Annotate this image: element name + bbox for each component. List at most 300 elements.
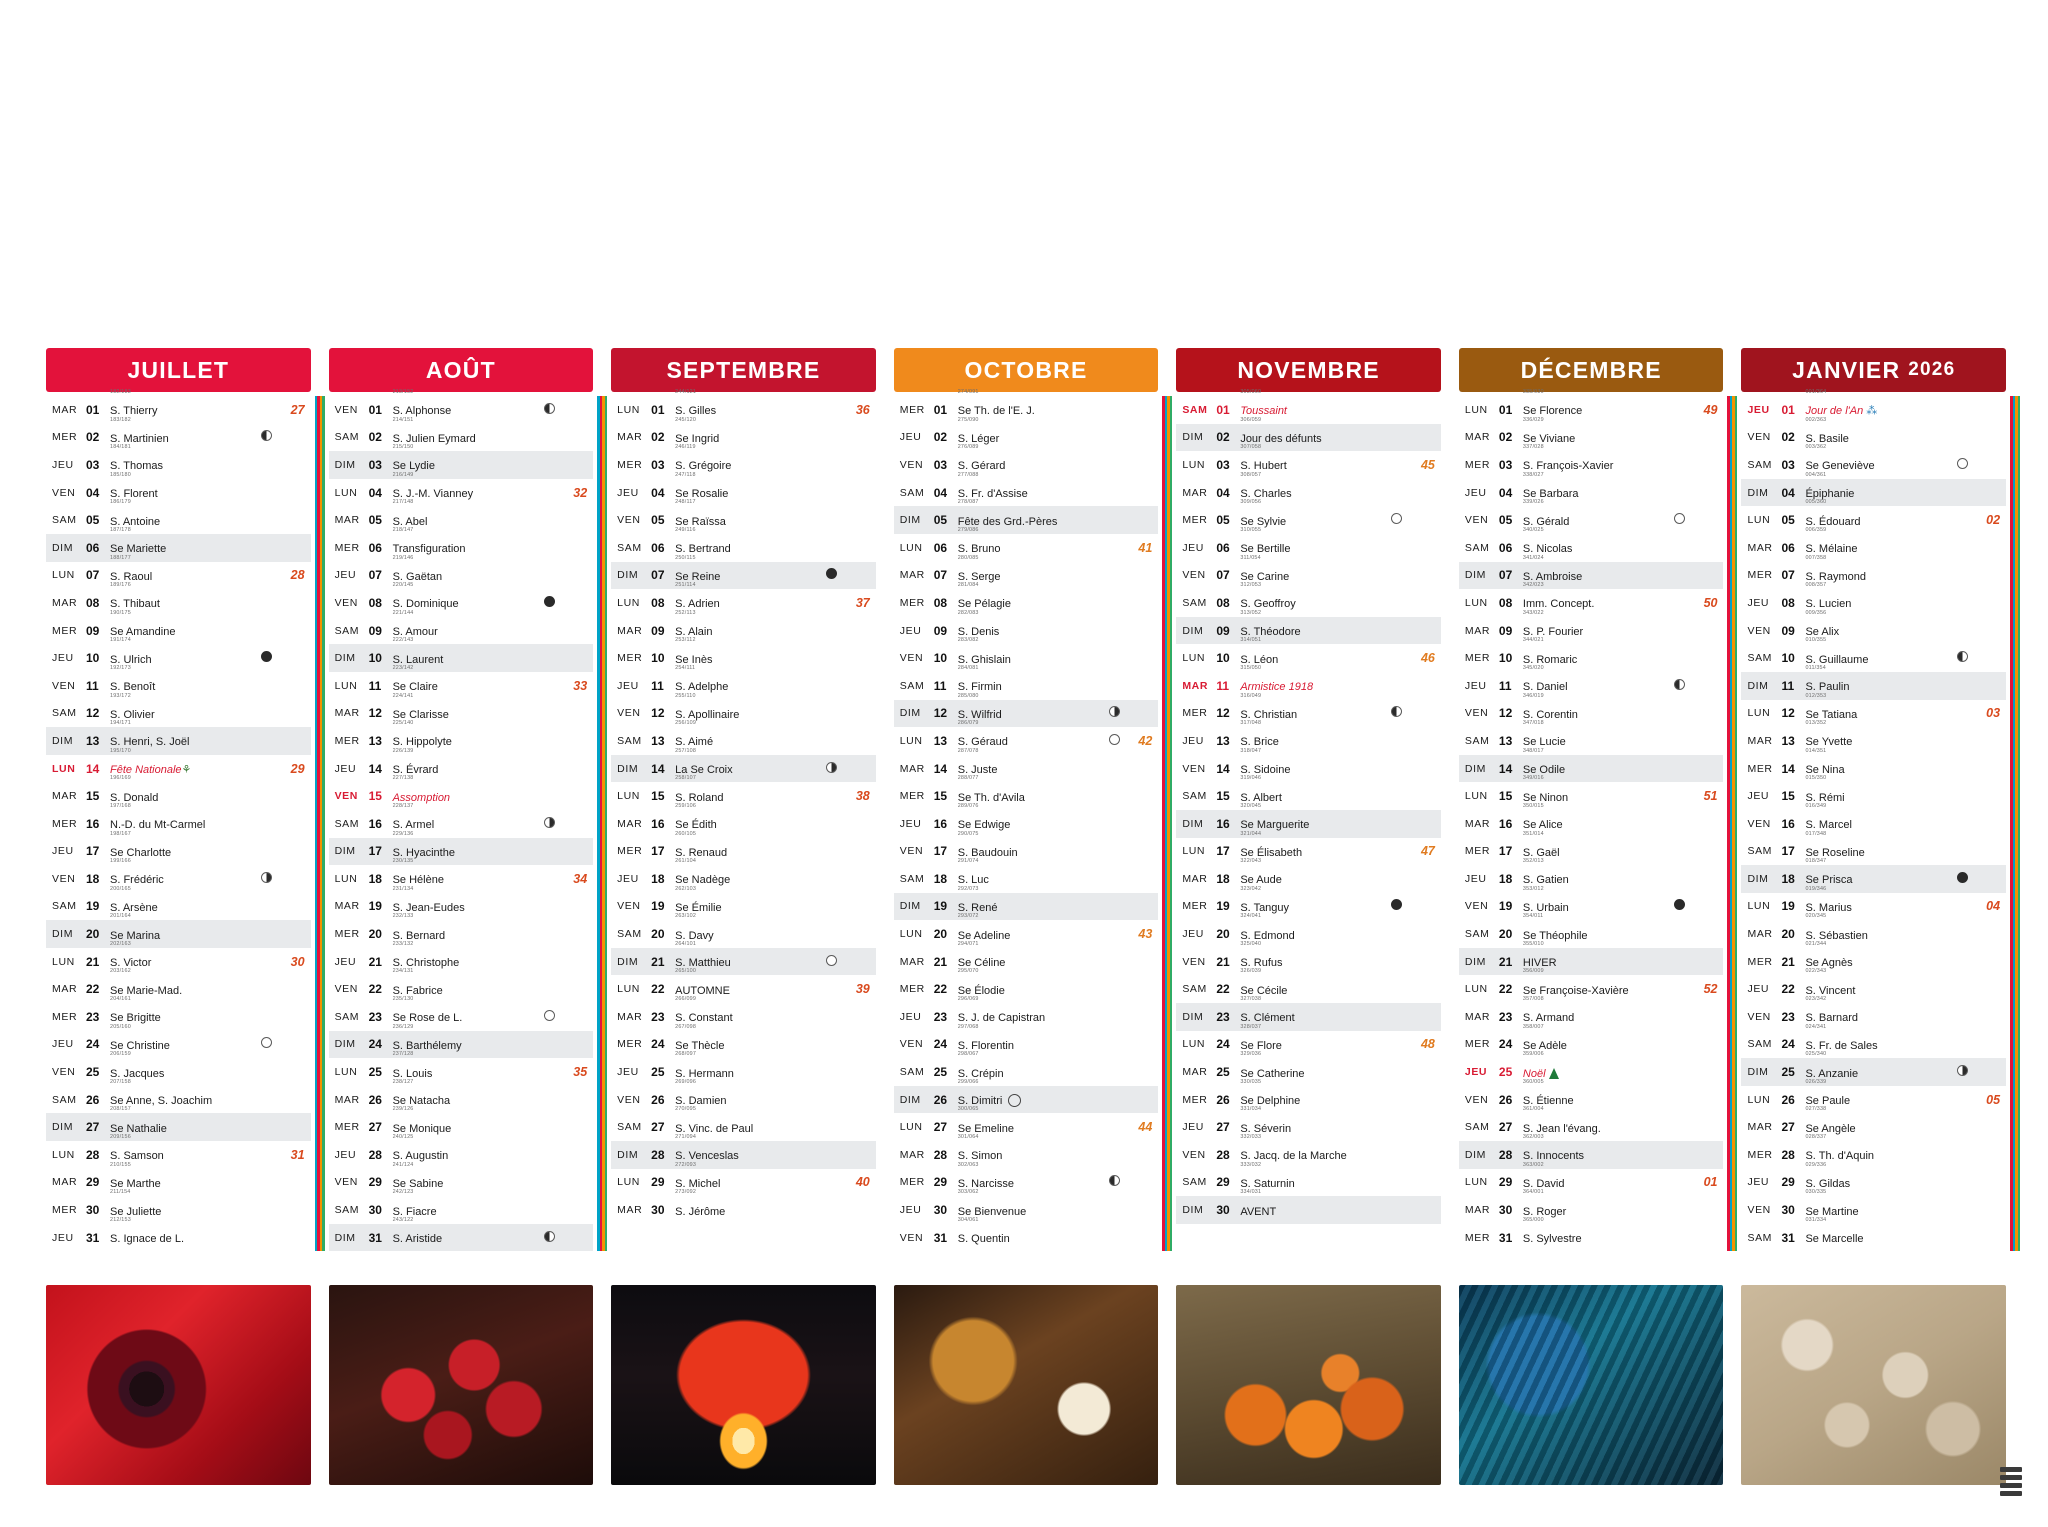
day-row[interactable] [1459, 1141, 1724, 1169]
day-row[interactable] [329, 644, 594, 672]
day-row[interactable] [894, 727, 1159, 755]
day-row[interactable] [329, 782, 594, 810]
day-of-week: JEU [617, 1066, 639, 1079]
day-number: 05 [86, 513, 100, 528]
week-number [1687, 810, 1723, 838]
day-row[interactable] [1741, 479, 2006, 507]
saint-name: Se Alice [1522, 819, 1563, 832]
week-number: 48 [1420, 1037, 1435, 1052]
day-row[interactable] [611, 782, 876, 810]
day-row[interactable] [46, 810, 311, 838]
day-row[interactable] [894, 1031, 1159, 1059]
day-of-week: LUN [1747, 900, 1771, 913]
day-row[interactable] [1741, 1169, 2006, 1197]
day-row[interactable] [46, 672, 311, 700]
week-number [557, 451, 593, 479]
day-row[interactable] [611, 1086, 876, 1114]
day-of-week: VEN [334, 1176, 358, 1189]
moon-phase-cell [1671, 1113, 1687, 1141]
saint-name: S. Léon [1240, 653, 1279, 666]
day-row[interactable] [894, 1113, 1159, 1141]
day-number: 22 [933, 982, 948, 997]
day-row[interactable] [46, 1086, 311, 1114]
moon-phase-cell [259, 727, 275, 755]
day-row[interactable] [1459, 562, 1724, 590]
day-row[interactable] [1176, 1169, 1441, 1197]
day-row[interactable] [1459, 644, 1724, 672]
day-row[interactable] [1459, 865, 1724, 893]
day-row[interactable] [46, 865, 311, 893]
day-row[interactable] [1459, 479, 1724, 507]
moon-phase-cell [1106, 1224, 1122, 1252]
day-row[interactable] [1741, 1031, 2006, 1059]
day-row[interactable] [1741, 838, 2006, 866]
moon-phase-cell [1954, 838, 1970, 866]
day-row[interactable] [329, 865, 594, 893]
day-row[interactable] [46, 838, 311, 866]
day-row[interactable] [1459, 617, 1724, 645]
day-row[interactable] [1459, 1196, 1724, 1224]
moon-phase-cell [1671, 506, 1687, 534]
saint-name: S. Fr. de Sales [1805, 1039, 1878, 1052]
day-row[interactable] [894, 920, 1159, 948]
day-row[interactable] [1741, 727, 2006, 755]
day-row[interactable] [894, 755, 1159, 783]
day-row[interactable] [1176, 562, 1441, 590]
day-row[interactable] [1459, 755, 1724, 783]
day-ordinal-ref: 007/358 [1805, 554, 1827, 561]
day-row[interactable] [1459, 727, 1724, 755]
day-row[interactable] [1741, 589, 2006, 617]
day-row[interactable] [46, 589, 311, 617]
day-row[interactable] [611, 865, 876, 893]
day-row[interactable] [894, 1141, 1159, 1169]
day-of-week: JEU [1182, 734, 1204, 747]
day-row[interactable] [46, 948, 311, 976]
day-row[interactable] [894, 396, 1159, 424]
day-row[interactable] [611, 975, 876, 1003]
day-row[interactable] [611, 1003, 876, 1031]
month-header [1176, 348, 1441, 392]
day-row[interactable] [894, 1169, 1159, 1197]
day-row[interactable] [1176, 975, 1441, 1003]
day-row[interactable] [894, 672, 1159, 700]
day-row[interactable] [46, 506, 311, 534]
day-row[interactable] [1176, 1031, 1441, 1059]
day-row[interactable] [46, 479, 311, 507]
day-row[interactable] [46, 396, 311, 424]
day-row[interactable] [1459, 396, 1724, 424]
day-row[interactable] [894, 1058, 1159, 1086]
day-ordinal-ref: 182/183 [110, 389, 131, 395]
day-row[interactable] [1459, 838, 1724, 866]
day-row[interactable] [46, 644, 311, 672]
day-row[interactable] [894, 506, 1159, 534]
day-row[interactable] [1741, 506, 2006, 534]
day-row[interactable] [1459, 1086, 1724, 1114]
moon-phase-cell [541, 1141, 557, 1169]
day-row[interactable] [46, 1169, 311, 1197]
day-row[interactable] [329, 975, 594, 1003]
day-row[interactable] [329, 1113, 594, 1141]
day-row[interactable] [611, 1113, 876, 1141]
day-row[interactable] [611, 1169, 876, 1197]
day-row[interactable] [46, 1113, 311, 1141]
day-row[interactable] [329, 479, 594, 507]
day-row[interactable] [46, 1196, 311, 1224]
day-row[interactable] [1176, 920, 1441, 948]
day-of-week: SAM [334, 624, 360, 637]
day-row[interactable] [329, 1058, 594, 1086]
day-row[interactable] [1176, 1141, 1441, 1169]
week-number [557, 1113, 593, 1141]
day-row[interactable] [611, 948, 876, 976]
day-row[interactable] [46, 562, 311, 590]
day-row[interactable] [1459, 672, 1724, 700]
day-row[interactable] [894, 1224, 1159, 1252]
day-row[interactable] [611, 838, 876, 866]
day-row[interactable] [1176, 1196, 1441, 1224]
day-row[interactable] [1741, 396, 2006, 424]
day-row[interactable] [1459, 534, 1724, 562]
saint-name: S. Saturnin [1240, 1177, 1295, 1190]
day-ordinal-ref: 248/117 [675, 499, 696, 506]
day-row[interactable] [1459, 975, 1724, 1003]
day-row[interactable] [611, 1058, 876, 1086]
day-row[interactable] [1459, 1169, 1724, 1197]
day-row[interactable] [329, 948, 594, 976]
day-row[interactable] [1741, 782, 2006, 810]
day-row[interactable] [894, 948, 1159, 976]
week-number: 31 [290, 1147, 305, 1162]
moon-phase-cell [1106, 920, 1122, 948]
moon-phase-cell [1389, 644, 1405, 672]
day-row[interactable] [46, 534, 311, 562]
day-row[interactable] [894, 562, 1159, 590]
day-row[interactable] [1176, 396, 1441, 424]
day-row[interactable] [1741, 1113, 2006, 1141]
day-row[interactable] [1741, 1224, 2006, 1252]
day-row[interactable] [611, 562, 876, 590]
day-row[interactable] [894, 893, 1159, 921]
day-row[interactable] [46, 700, 311, 728]
day-row[interactable] [611, 534, 876, 562]
saint-name: S. Ghislain [957, 653, 1011, 666]
day-row[interactable] [329, 1003, 594, 1031]
day-row[interactable] [894, 810, 1159, 838]
day-row[interactable] [329, 755, 594, 783]
day-of-week: MAR [334, 900, 360, 913]
day-row[interactable] [611, 479, 876, 507]
day-row[interactable] [1176, 948, 1441, 976]
day-row[interactable] [46, 755, 311, 783]
day-row[interactable] [1176, 810, 1441, 838]
week-number [1687, 920, 1723, 948]
day-row[interactable] [329, 893, 594, 921]
moon-phase-cell [824, 838, 840, 866]
day-row[interactable] [329, 810, 594, 838]
day-row[interactable] [894, 1003, 1159, 1031]
day-row[interactable] [329, 1169, 594, 1197]
day-row[interactable] [1176, 1113, 1441, 1141]
day-ordinal-ref: 275/090 [957, 416, 979, 423]
day-row[interactable] [1741, 810, 2006, 838]
day-row[interactable] [894, 1086, 1159, 1114]
day-row[interactable] [611, 1141, 876, 1169]
day-row[interactable] [46, 617, 311, 645]
day-row[interactable] [1459, 1003, 1724, 1031]
day-number: 04 [933, 485, 948, 500]
day-row[interactable] [1459, 810, 1724, 838]
day-number: 03 [651, 457, 665, 472]
day-row[interactable] [46, 451, 311, 479]
day-row[interactable] [1459, 893, 1724, 921]
day-row[interactable] [894, 617, 1159, 645]
saint-name: S. Antoine [110, 515, 161, 528]
saint-name: Se Florence [1522, 405, 1583, 418]
day-row[interactable] [1741, 755, 2006, 783]
moon-phase-cell [1671, 700, 1687, 728]
day-row[interactable] [1176, 617, 1441, 645]
day-row[interactable] [46, 1141, 311, 1169]
day-row[interactable] [611, 920, 876, 948]
day-row[interactable] [611, 451, 876, 479]
day-row[interactable] [1176, 893, 1441, 921]
day-row[interactable] [1741, 617, 2006, 645]
day-row[interactable] [1176, 865, 1441, 893]
day-row[interactable] [1176, 727, 1441, 755]
day-ordinal-ref: 359/006 [1522, 1051, 1544, 1058]
day-row[interactable] [1176, 424, 1441, 452]
day-of-week: MAR [1747, 541, 1773, 554]
day-of-week: SAM [1747, 845, 1773, 858]
day-row[interactable] [894, 479, 1159, 507]
day-row[interactable] [894, 975, 1159, 1003]
day-row[interactable] [46, 920, 311, 948]
day-row[interactable] [1741, 865, 2006, 893]
week-number: 40 [855, 1175, 870, 1190]
saint-name: Se Marie-Mad. [110, 984, 183, 997]
moon-phase-cell [259, 1141, 275, 1169]
day-row[interactable] [329, 396, 594, 424]
day-ordinal-ref: 018/347 [1805, 858, 1827, 865]
day-row[interactable] [1741, 1141, 2006, 1169]
day-row[interactable] [1176, 589, 1441, 617]
day-row[interactable] [1741, 1058, 2006, 1086]
day-row[interactable] [611, 396, 876, 424]
day-row[interactable] [329, 451, 594, 479]
day-row[interactable] [46, 1031, 311, 1059]
day-row[interactable] [46, 975, 311, 1003]
day-ordinal-ref: 319/046 [1240, 775, 1262, 782]
day-row[interactable] [611, 700, 876, 728]
day-row[interactable] [1176, 755, 1441, 783]
day-row[interactable] [1176, 700, 1441, 728]
day-row[interactable] [329, 727, 594, 755]
day-number: 01 [651, 402, 665, 417]
day-row[interactable] [1741, 1196, 2006, 1224]
week-number [275, 534, 311, 562]
saint-name: S. Gilles [675, 405, 717, 418]
day-row[interactable] [329, 1196, 594, 1224]
moon-phase-cell [1954, 920, 1970, 948]
day-row[interactable] [329, 506, 594, 534]
day-row[interactable] [1741, 1003, 2006, 1031]
day-row[interactable] [1176, 506, 1441, 534]
day-row[interactable] [1459, 424, 1724, 452]
day-row[interactable] [611, 506, 876, 534]
week-number [1405, 865, 1441, 893]
day-row[interactable] [1459, 920, 1724, 948]
day-row[interactable] [1176, 479, 1441, 507]
day-number: 06 [1216, 540, 1230, 555]
day-row[interactable] [1459, 1031, 1724, 1059]
saint-name: S. Nicolas [1522, 543, 1573, 556]
day-row[interactable] [329, 1141, 594, 1169]
moon-new-icon [1674, 899, 1685, 910]
day-row[interactable] [894, 589, 1159, 617]
day-row[interactable] [46, 1224, 311, 1252]
day-row[interactable] [1459, 1058, 1724, 1086]
day-row[interactable] [1459, 948, 1724, 976]
moon-phase-cell [1389, 589, 1405, 617]
day-row[interactable] [46, 1003, 311, 1031]
day-row[interactable] [1741, 975, 2006, 1003]
saint-name: S. Adrien [675, 598, 720, 611]
day-row[interactable] [1176, 782, 1441, 810]
day-row[interactable] [1176, 534, 1441, 562]
confetti-icon: ⁂ [1863, 405, 1878, 418]
day-row[interactable] [1459, 700, 1724, 728]
day-row[interactable] [329, 589, 594, 617]
day-row[interactable] [1176, 1058, 1441, 1086]
day-row[interactable] [1459, 589, 1724, 617]
day-row[interactable] [894, 838, 1159, 866]
moon-phase-cell [1671, 1169, 1687, 1197]
day-row[interactable] [1741, 451, 2006, 479]
day-row[interactable] [611, 755, 876, 783]
day-of-week: VEN [899, 1231, 924, 1244]
day-row[interactable] [329, 617, 594, 645]
day-row[interactable] [1741, 672, 2006, 700]
day-number: 01 [86, 402, 100, 417]
day-row[interactable] [1176, 451, 1441, 479]
day-row[interactable] [1741, 562, 2006, 590]
day-row[interactable] [611, 893, 876, 921]
day-of-week: SAM [334, 1010, 360, 1023]
day-row[interactable] [1741, 644, 2006, 672]
day-row[interactable] [329, 838, 594, 866]
week-number [1122, 1141, 1158, 1169]
day-row[interactable] [46, 893, 311, 921]
day-row[interactable] [894, 644, 1159, 672]
day-row[interactable] [329, 562, 594, 590]
day-row[interactable] [611, 727, 876, 755]
day-row[interactable] [46, 424, 311, 452]
day-row[interactable] [329, 920, 594, 948]
week-number [1970, 1169, 2006, 1197]
saint-name: S. Raoul [110, 570, 153, 583]
saint-cell [108, 1161, 259, 1197]
day-row[interactable] [1741, 424, 2006, 452]
day-row[interactable] [329, 534, 594, 562]
day-row[interactable] [894, 534, 1159, 562]
week-number [1122, 893, 1158, 921]
day-row[interactable] [46, 727, 311, 755]
day-row[interactable] [1459, 506, 1724, 534]
day-row[interactable] [329, 424, 594, 452]
day-number: 16 [1781, 816, 1795, 831]
day-row[interactable] [894, 424, 1159, 452]
saint-cell [1803, 637, 1954, 672]
day-row[interactable] [1741, 534, 2006, 562]
day-row[interactable] [1176, 838, 1441, 866]
day-row[interactable] [1741, 920, 2006, 948]
day-row[interactable] [611, 1031, 876, 1059]
week-number [275, 1113, 311, 1141]
day-number: 21 [368, 954, 382, 969]
day-row[interactable] [1741, 1086, 2006, 1114]
day-row[interactable] [329, 700, 594, 728]
day-ordinal-ref: 022/343 [1805, 968, 1827, 975]
moon-phase-cell [541, 617, 557, 645]
week-number [275, 782, 311, 810]
day-row[interactable] [1741, 700, 2006, 728]
day-row[interactable] [611, 1196, 876, 1224]
day-row[interactable] [329, 1224, 594, 1252]
saint-name: S. Sébastien [1805, 929, 1868, 942]
day-number: 10 [368, 651, 382, 666]
day-row[interactable] [894, 782, 1159, 810]
moon-phase-cell [824, 1169, 840, 1197]
color-ribbon [597, 396, 607, 1251]
day-row[interactable] [1459, 1113, 1724, 1141]
day-row[interactable] [1741, 893, 2006, 921]
day-row[interactable] [894, 451, 1159, 479]
day-row[interactable] [611, 589, 876, 617]
day-row[interactable] [1459, 451, 1724, 479]
day-row[interactable] [894, 1196, 1159, 1224]
day-row[interactable] [894, 865, 1159, 893]
saint-name: S. Michel [675, 1177, 721, 1190]
day-row[interactable] [611, 644, 876, 672]
day-row[interactable] [1741, 948, 2006, 976]
saint-name: S. Christophe [392, 957, 460, 970]
day-row[interactable] [1176, 644, 1441, 672]
day-row[interactable] [611, 424, 876, 452]
day-row[interactable] [1459, 782, 1724, 810]
day-row[interactable] [46, 782, 311, 810]
day-row[interactable] [1176, 1086, 1441, 1114]
day-number: 14 [933, 761, 948, 776]
moon-phase-cell [259, 920, 275, 948]
week-number [275, 810, 311, 838]
day-row[interactable] [611, 617, 876, 645]
day-ordinal-ref: 202/163 [110, 940, 131, 947]
day-row[interactable] [329, 672, 594, 700]
day-row[interactable] [329, 1086, 594, 1114]
saint-name: Imm. Concept. [1522, 598, 1595, 611]
day-row[interactable] [46, 1058, 311, 1086]
day-number: 07 [1216, 568, 1230, 583]
day-row[interactable] [894, 700, 1159, 728]
day-row[interactable] [611, 810, 876, 838]
day-row[interactable] [1176, 1003, 1441, 1031]
day-row[interactable] [1176, 672, 1441, 700]
day-row[interactable] [329, 1031, 594, 1059]
day-row[interactable] [1459, 1224, 1724, 1252]
day-row[interactable] [611, 672, 876, 700]
